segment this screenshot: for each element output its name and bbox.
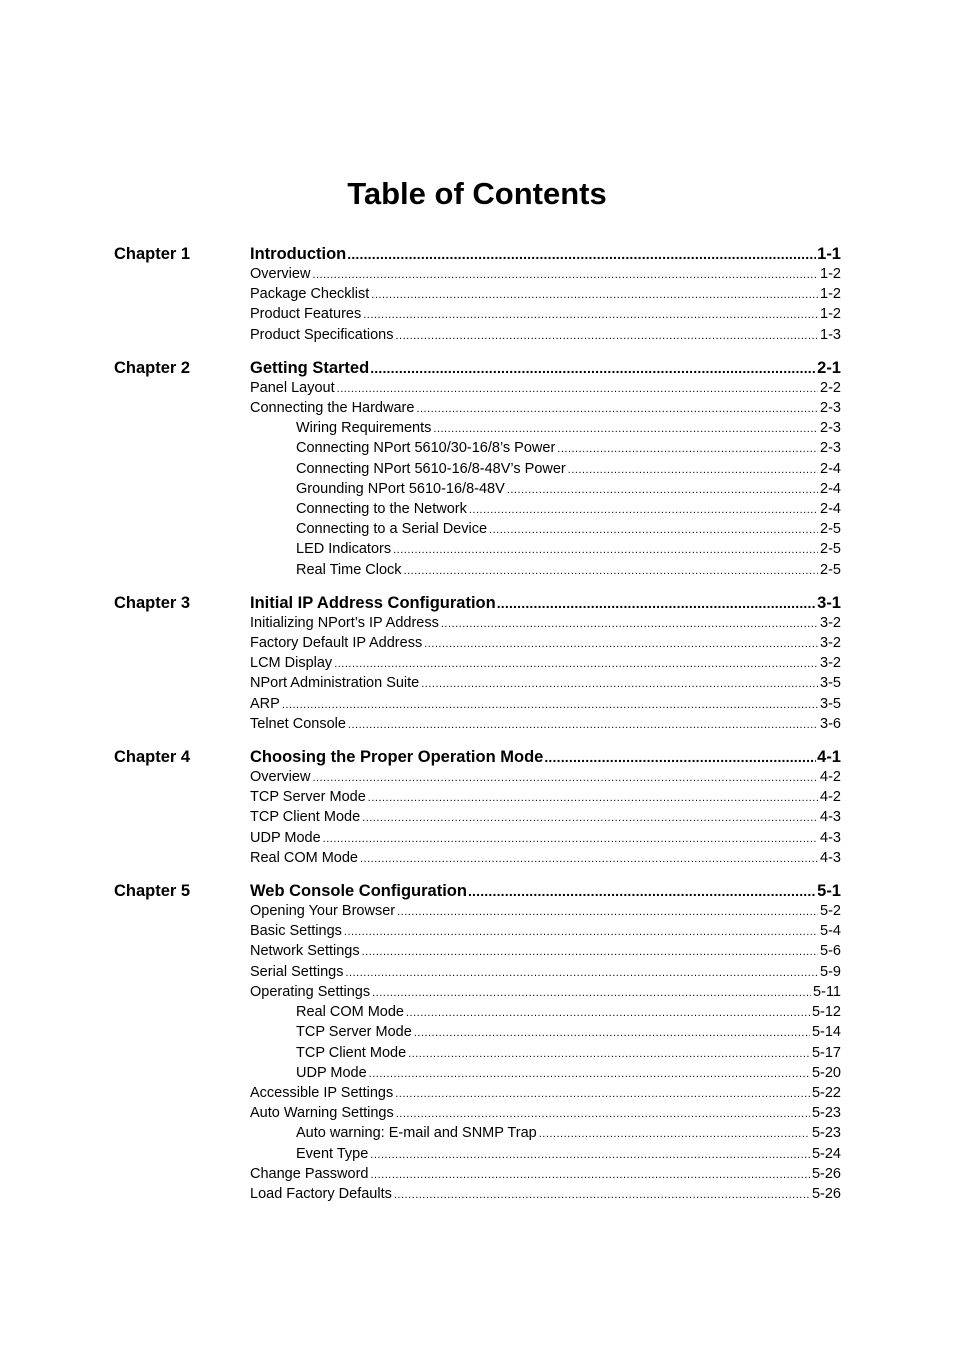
toc-subsection-link[interactable] (296, 460, 841, 480)
entry-title: Package Checklist (250, 286, 370, 303)
chapter-title: Introduction (250, 245, 347, 263)
entry-title: Panel Layout (250, 379, 335, 396)
entry-page-number: 5-22 (811, 1084, 841, 1101)
toc-subsection-link[interactable] (296, 1003, 841, 1023)
entry-title: Change Password (250, 1165, 369, 1182)
toc-subsection-link[interactable] (296, 500, 841, 520)
toc-section-link[interactable] (250, 829, 841, 849)
dot-leader (395, 1085, 810, 1104)
entry-page-number: 3-2 (820, 614, 841, 631)
dot-leader (568, 461, 818, 480)
entry-page-number: 3-5 (820, 695, 841, 712)
dot-leader (344, 923, 818, 942)
entry-title: TCP Server Mode (250, 789, 366, 806)
entry-title: UDP Mode (296, 1064, 367, 1081)
dot-leader (557, 440, 818, 459)
chapter-label: Chapter 4 (114, 748, 191, 767)
entry-page-number: 2-5 (820, 541, 841, 558)
chapter-page-number: 3-1 (817, 593, 841, 612)
toc-section-link[interactable] (250, 1104, 841, 1124)
dot-leader (312, 266, 818, 285)
dot-leader (360, 850, 818, 869)
entry-title: Auto Warning Settings (250, 1105, 394, 1122)
entry-page-number: 3-5 (820, 675, 841, 692)
entry-page-number: 2-4 (820, 501, 841, 518)
dot-leader (397, 903, 818, 922)
toc-section-link[interactable] (250, 1084, 841, 1104)
toc-section-link[interactable] (250, 285, 841, 305)
toc-subsection-link[interactable] (296, 419, 841, 439)
entry-page-number: 2-3 (820, 400, 841, 417)
chapter-heading-link[interactable] (250, 243, 841, 265)
toc-section-link[interactable] (250, 808, 841, 828)
dot-leader (334, 655, 818, 674)
chapter-page-number: 1-1 (817, 245, 841, 263)
chapter-heading-link[interactable] (250, 880, 841, 902)
entry-page-number: 3-6 (820, 715, 841, 732)
toc-subsection-link[interactable] (296, 1145, 841, 1165)
toc-section-link[interactable] (250, 922, 841, 942)
entry-page-number: 2-5 (820, 561, 841, 578)
entry-page-number: 1-2 (820, 286, 841, 303)
toc-subsection-link[interactable] (296, 480, 841, 500)
entry-title: Overview (250, 266, 311, 282)
entry-page-number: 5-11 (813, 983, 841, 1000)
chapter-page-number: 4-1 (817, 748, 841, 767)
entry-page-number: 5-6 (820, 943, 841, 960)
chapter-title: Choosing the Proper Operation Mode (250, 748, 544, 767)
dot-leader (406, 1004, 810, 1023)
toc-section-link[interactable] (250, 983, 841, 1003)
dot-leader (346, 964, 819, 983)
entry-title: NPort Administration Suite (250, 675, 420, 692)
dot-leader (371, 1166, 810, 1185)
dot-leader (348, 716, 818, 735)
toc-section-link[interactable] (250, 695, 841, 715)
dot-leader (433, 420, 818, 439)
entry-page-number: 4-2 (820, 769, 841, 786)
entry-title: Auto warning: E-mail and SNMP Trap (296, 1125, 537, 1142)
entry-page-number: 2-4 (820, 480, 841, 497)
toc-section-link[interactable] (250, 634, 841, 654)
chapter-heading-link[interactable] (250, 746, 841, 768)
chapter-entries (250, 357, 841, 581)
entry-title: Network Settings (250, 943, 360, 960)
entry-title: LED Indicators (296, 541, 392, 558)
chapter-entries (250, 592, 841, 735)
chapter-label: Chapter 3 (114, 593, 191, 612)
toc-subsection-link[interactable] (296, 1044, 841, 1064)
table-of-contents (0, 243, 954, 1216)
chapter-entries (250, 880, 841, 1205)
entry-title: TCP Server Mode (296, 1024, 412, 1041)
dot-leader (469, 501, 818, 520)
dot-leader (421, 675, 818, 694)
dot-leader (539, 1125, 810, 1144)
entry-page-number: 5-4 (820, 923, 841, 940)
toc-subsection-link[interactable] (296, 1124, 841, 1144)
toc-section-link[interactable] (250, 1185, 841, 1205)
entry-page-number: 5-20 (811, 1064, 841, 1081)
entry-title: Operating Settings (250, 983, 371, 1000)
toc-section-link[interactable] (250, 399, 841, 419)
toc-section-link[interactable] (250, 1165, 841, 1185)
entry-page-number: 4-3 (820, 809, 841, 826)
entry-page-number: 5-2 (820, 903, 841, 920)
entry-page-number: 5-23 (811, 1125, 841, 1142)
entry-title: TCP Client Mode (250, 809, 361, 826)
entry-title: Connecting to a Serial Device (296, 521, 488, 538)
entry-title: Connecting to the Network (296, 501, 467, 518)
chapter-section (0, 880, 954, 1205)
dot-leader (489, 521, 818, 540)
dot-leader (395, 327, 818, 346)
entry-page-number: 5-14 (811, 1024, 841, 1041)
dot-leader (370, 1146, 810, 1165)
chapter-label: Chapter 2 (114, 358, 191, 377)
dot-leader (408, 1045, 810, 1064)
chapter-section (0, 746, 954, 869)
entry-title: LCM Display (250, 655, 333, 672)
entry-title: Grounding NPort 5610-16/8-48V (296, 480, 505, 497)
chapter-heading-link[interactable] (250, 357, 841, 379)
entry-title: Accessible IP Settings (250, 1084, 394, 1101)
dot-leader (468, 880, 816, 902)
entry-title: Real COM Mode (296, 1004, 404, 1021)
dot-leader (372, 984, 811, 1003)
dot-leader (323, 830, 818, 849)
chapter-label: Chapter 1 (114, 245, 191, 263)
entry-page-number: 3-2 (820, 655, 841, 672)
entry-page-number: 5-23 (811, 1105, 841, 1122)
toc-section-link[interactable] (250, 788, 841, 808)
entry-title: TCP Client Mode (296, 1044, 407, 1061)
entry-page-number: 5-26 (811, 1185, 841, 1202)
entry-title: Opening Your Browser (250, 903, 396, 920)
toc-section-link[interactable] (250, 305, 841, 325)
chapter-entries (250, 746, 841, 869)
entry-page-number: 1-2 (820, 266, 841, 282)
entry-title: Telnet Console (250, 715, 346, 732)
dot-leader (404, 562, 818, 581)
chapter-entries (250, 243, 841, 346)
dot-leader (337, 380, 818, 399)
dot-leader (507, 481, 818, 500)
entry-title: Event Type (296, 1145, 369, 1162)
entry-page-number: 2-5 (820, 521, 841, 538)
entry-page-number: 5-26 (811, 1165, 841, 1182)
entry-title: Connecting NPort 5610-16/8-48V’s Power (296, 460, 566, 477)
entry-page-number: 4-3 (820, 849, 841, 866)
dot-leader (312, 769, 818, 788)
dot-leader (416, 400, 818, 419)
dot-leader (441, 615, 818, 634)
toc-section-link[interactable] (250, 674, 841, 694)
chapter-page-number: 5-1 (817, 882, 841, 901)
entry-page-number: 5-9 (820, 963, 841, 980)
chapter-title: Web Console Configuration (250, 882, 467, 901)
dot-leader (393, 541, 818, 560)
chapter-section (0, 592, 954, 735)
chapter-section (0, 243, 954, 346)
entry-title: Real COM Mode (250, 849, 358, 866)
dot-leader (424, 635, 818, 654)
chapter-label: Chapter 5 (114, 882, 191, 901)
entry-title: Load Factory Defaults (250, 1185, 392, 1202)
entry-page-number: 1-2 (820, 306, 841, 323)
entry-title: Real Time Clock (296, 561, 402, 578)
entry-title: Overview (250, 769, 311, 786)
entry-page-number: 1-3 (820, 326, 841, 343)
chapter-section (0, 357, 954, 581)
entry-title: Basic Settings (250, 923, 342, 940)
dot-leader (396, 1105, 810, 1124)
entry-title: Product Specifications (250, 326, 394, 343)
dot-leader (362, 809, 818, 828)
entry-page-number: 3-2 (820, 635, 841, 652)
entry-title: Connecting NPort 5610/30-16/8’s Power (296, 440, 556, 457)
entry-page-number: 4-3 (820, 829, 841, 846)
toc-subsection-link[interactable] (296, 1064, 841, 1084)
entry-page-number: 2-4 (820, 460, 841, 477)
toc-section-link[interactable] (250, 326, 841, 346)
entry-title: Serial Settings (250, 963, 344, 980)
dot-leader (363, 306, 818, 325)
toc-subsection-link[interactable] (296, 439, 841, 459)
entry-title: Wiring Requirements (296, 420, 432, 437)
entry-title: UDP Mode (250, 829, 321, 846)
entry-page-number: 5-12 (811, 1004, 841, 1021)
entry-page-number: 2-3 (820, 420, 841, 437)
chapter-heading-link[interactable] (250, 592, 841, 614)
entry-page-number: 4-2 (820, 789, 841, 806)
toc-section-link[interactable] (250, 942, 841, 962)
dot-leader (394, 1186, 810, 1205)
toc-section-link[interactable] (250, 963, 841, 983)
dot-leader (368, 789, 818, 808)
dot-leader (362, 943, 818, 962)
toc-section-link[interactable] (250, 849, 841, 869)
dot-leader (544, 746, 816, 768)
toc-section-link[interactable] (250, 379, 841, 399)
toc-subsection-link[interactable] (296, 540, 841, 560)
chapter-page-number: 2-1 (817, 358, 841, 377)
toc-subsection-link[interactable] (296, 1023, 841, 1043)
toc-section-link[interactable] (250, 265, 841, 285)
dot-leader (497, 592, 816, 614)
toc-section-link[interactable] (250, 654, 841, 674)
entry-title: Product Features (250, 306, 362, 323)
toc-section-link[interactable] (250, 715, 841, 735)
entry-page-number: 5-17 (811, 1044, 841, 1061)
dot-leader (369, 1065, 810, 1084)
page-title: Table of Contents (347, 176, 607, 211)
entry-title: ARP (250, 695, 280, 712)
dot-leader (414, 1024, 810, 1043)
dot-leader (282, 696, 818, 715)
dot-leader (347, 243, 816, 265)
entry-title: Factory Default IP Address (250, 635, 423, 652)
toc-section-link[interactable] (250, 902, 841, 922)
dot-leader (370, 357, 816, 379)
entry-title: Connecting the Hardware (250, 400, 415, 417)
entry-page-number: 2-2 (820, 379, 841, 396)
entry-page-number: 2-3 (820, 440, 841, 457)
entry-page-number: 5-24 (811, 1145, 841, 1162)
dot-leader (371, 286, 818, 305)
toc-section-link[interactable] (250, 768, 841, 788)
toc-subsection-link[interactable] (296, 561, 841, 581)
entry-title: Initializing NPort’s IP Address (250, 614, 439, 631)
chapter-title: Getting Started (250, 358, 370, 377)
toc-subsection-link[interactable] (296, 520, 841, 540)
toc-section-link[interactable] (250, 614, 841, 634)
chapter-title: Initial IP Address Configuration (250, 593, 496, 612)
